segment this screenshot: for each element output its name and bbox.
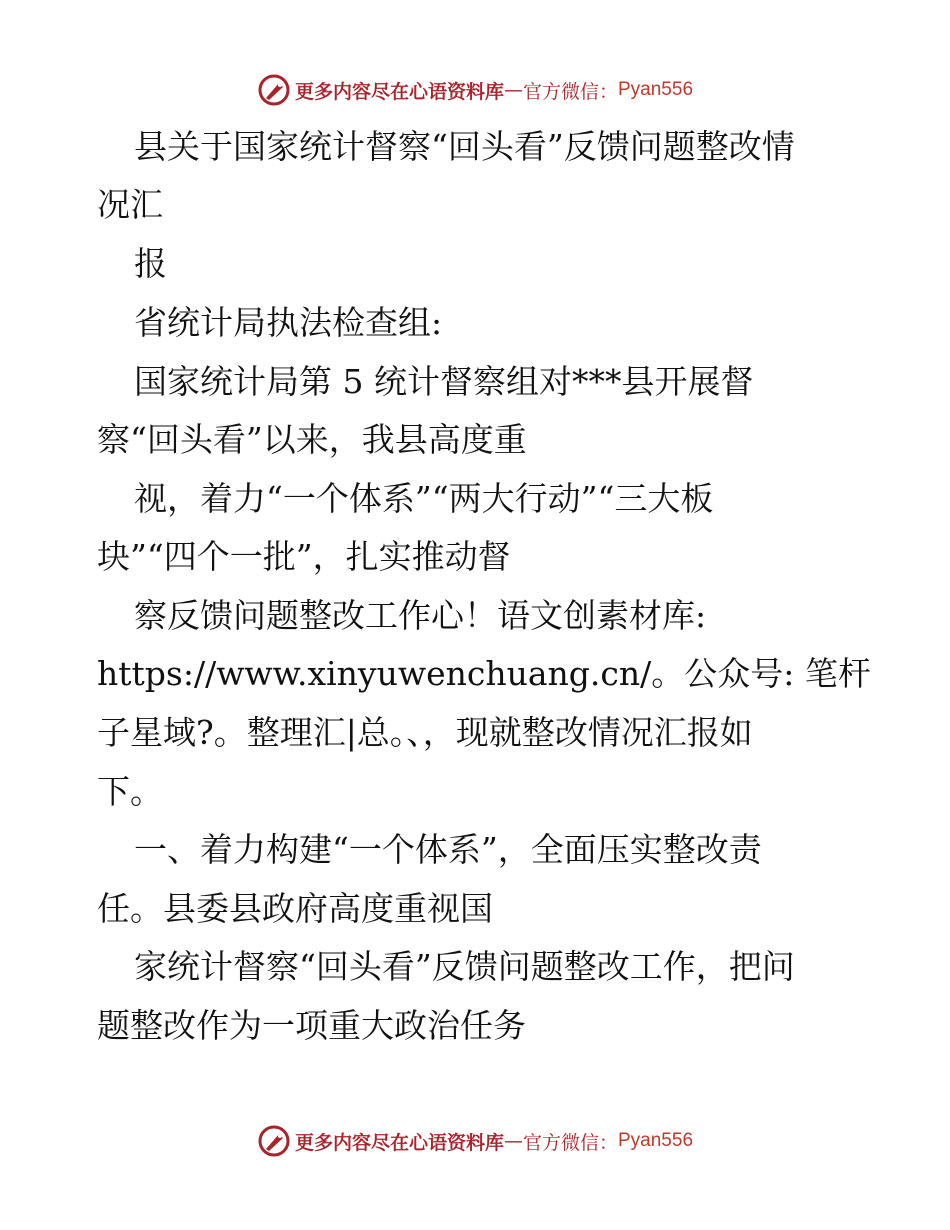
- banner-account: Pyan556: [618, 79, 694, 100]
- doc-line: 报: [134, 244, 167, 283]
- banner-dash: —: [503, 79, 523, 101]
- doc-line: 国家统计局第 5 统计督察组对***县开展督: [134, 362, 754, 401]
- doc-line: 题整改作为一项重大政治任务: [97, 1006, 526, 1045]
- doc-line: 下。: [97, 772, 163, 811]
- doc-line: 察反馈问题整改工作心！语文创素材库:: [134, 596, 707, 635]
- doc-line-url: https://www.xinyuwenchuang.cn/。公众号: 笔杆: [97, 654, 871, 693]
- banner-main-text: 更多内容尽在心语资料库: [294, 80, 504, 103]
- doc-line: 任。县委县政府高度重视国: [97, 889, 493, 928]
- doc-line: 块”“四个一批”，扎实推动督: [97, 537, 511, 576]
- doc-line: 视，着力“一个体系”“两大行动”“三大板: [134, 479, 714, 518]
- doc-line: 省统计局执法检查组:: [134, 303, 443, 342]
- footer-banner: [0, 1121, 950, 1161]
- doc-line: 察“回头看”以来，我县高度重: [97, 420, 527, 459]
- doc-line: 县关于国家统计督察“回头看”反馈问题整改情: [134, 127, 795, 166]
- banner-sub-text: 官方微信：: [522, 1131, 618, 1154]
- banner-main-text: 更多内容尽在心语资料库: [294, 1131, 504, 1154]
- banner-dash: —: [503, 1130, 523, 1152]
- header-banner: [0, 70, 950, 110]
- pen-nib-logo-icon: [257, 73, 291, 107]
- doc-line: 况汇: [97, 185, 163, 224]
- doc-line: 子星域?。整理汇|总。、，现就整改情况汇报如: [97, 713, 753, 752]
- doc-line: 家统计督察“回头看”反馈问题整改工作，把问: [134, 947, 795, 986]
- doc-line: 一、着力构建“一个体系”，全面压实整改责: [134, 830, 762, 869]
- banner-sub-text: 官方微信：: [522, 80, 618, 103]
- banner-account: Pyan556: [618, 1130, 694, 1151]
- pen-nib-logo-icon: [257, 1124, 291, 1158]
